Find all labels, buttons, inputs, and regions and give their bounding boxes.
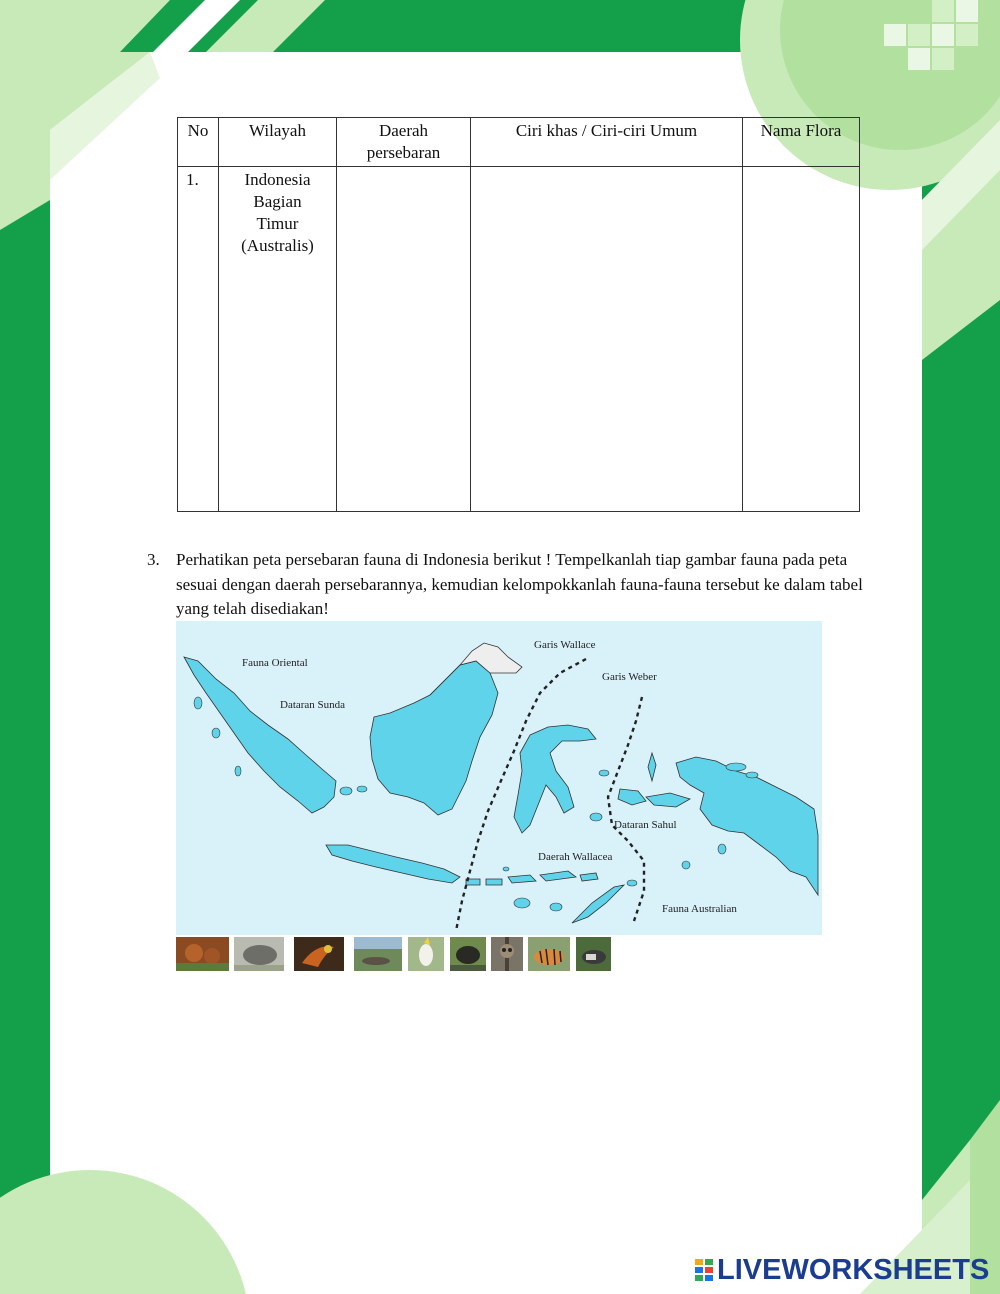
animal-thumbnail-strip <box>176 937 616 973</box>
table-header-row <box>178 118 860 167</box>
label-daerah-wallacea: Daerah Wallacea <box>538 851 613 863</box>
tiger-thumbnail[interactable] <box>528 937 570 971</box>
table-row <box>178 167 860 512</box>
header-wilayah: Wilayah <box>219 118 337 167</box>
label-fauna-oriental: Fauna Oriental <box>242 657 308 669</box>
cell-no: 1. <box>178 167 219 512</box>
label-dataran-sahul: Dataran Sahul <box>614 819 677 831</box>
tarsier-thumbnail[interactable] <box>491 937 523 971</box>
cell-wilayah <box>219 167 337 512</box>
cockatoo-thumbnail[interactable] <box>408 937 444 971</box>
liveworksheets-logo <box>694 1255 989 1285</box>
fauna-distribution-map[interactable] <box>176 621 822 935</box>
tapir-thumbnail[interactable] <box>576 937 611 971</box>
label-dataran-sunda: Dataran Sunda <box>280 699 346 711</box>
header-no: No <box>178 118 219 167</box>
label-garis-weber: Garis Weber <box>602 671 657 683</box>
label-fauna-australian: Fauna Australian <box>662 903 737 915</box>
bird-of-paradise-thumbnail[interactable] <box>294 937 344 971</box>
label-garis-wallace: Garis Wallace <box>534 639 596 651</box>
flora-table <box>177 117 860 512</box>
buffalo-thumbnail[interactable] <box>450 937 486 971</box>
liveworksheets-logo-icon <box>694 1258 714 1282</box>
cell-daerah-input[interactable] <box>337 167 471 512</box>
liveworksheets-logo-text: LIVEWORKSHEETS <box>717 1253 990 1286</box>
header-nama-flora: Nama Flora <box>743 118 860 167</box>
cell-wilayah-text: Indonesia Bagian Timur (Australis) <box>241 170 314 255</box>
orangutan-thumbnail[interactable] <box>176 937 229 971</box>
question-number: 3. <box>147 550 160 569</box>
cell-ciri-input[interactable] <box>471 167 743 512</box>
cell-flora-input[interactable] <box>743 167 860 512</box>
komodo-thumbnail[interactable] <box>354 937 402 971</box>
question-text: Perhatikan peta persebaran fauna di Indonesia berikut ! Tempelkanlah tiap gambar fauna pada peta sesuai dengan daerah persebarannya, kemudian kelompokkanlah fauna-fauna tersebut ke dalam tabel yang telah disediakan! <box>176 550 863 618</box>
header-daerah-persebaran: Daerah persebaran <box>337 118 471 167</box>
header-ciri-khas: Ciri khas / Ciri-ciri Umum <box>471 118 743 167</box>
rhinoceros-thumbnail[interactable] <box>234 937 284 971</box>
